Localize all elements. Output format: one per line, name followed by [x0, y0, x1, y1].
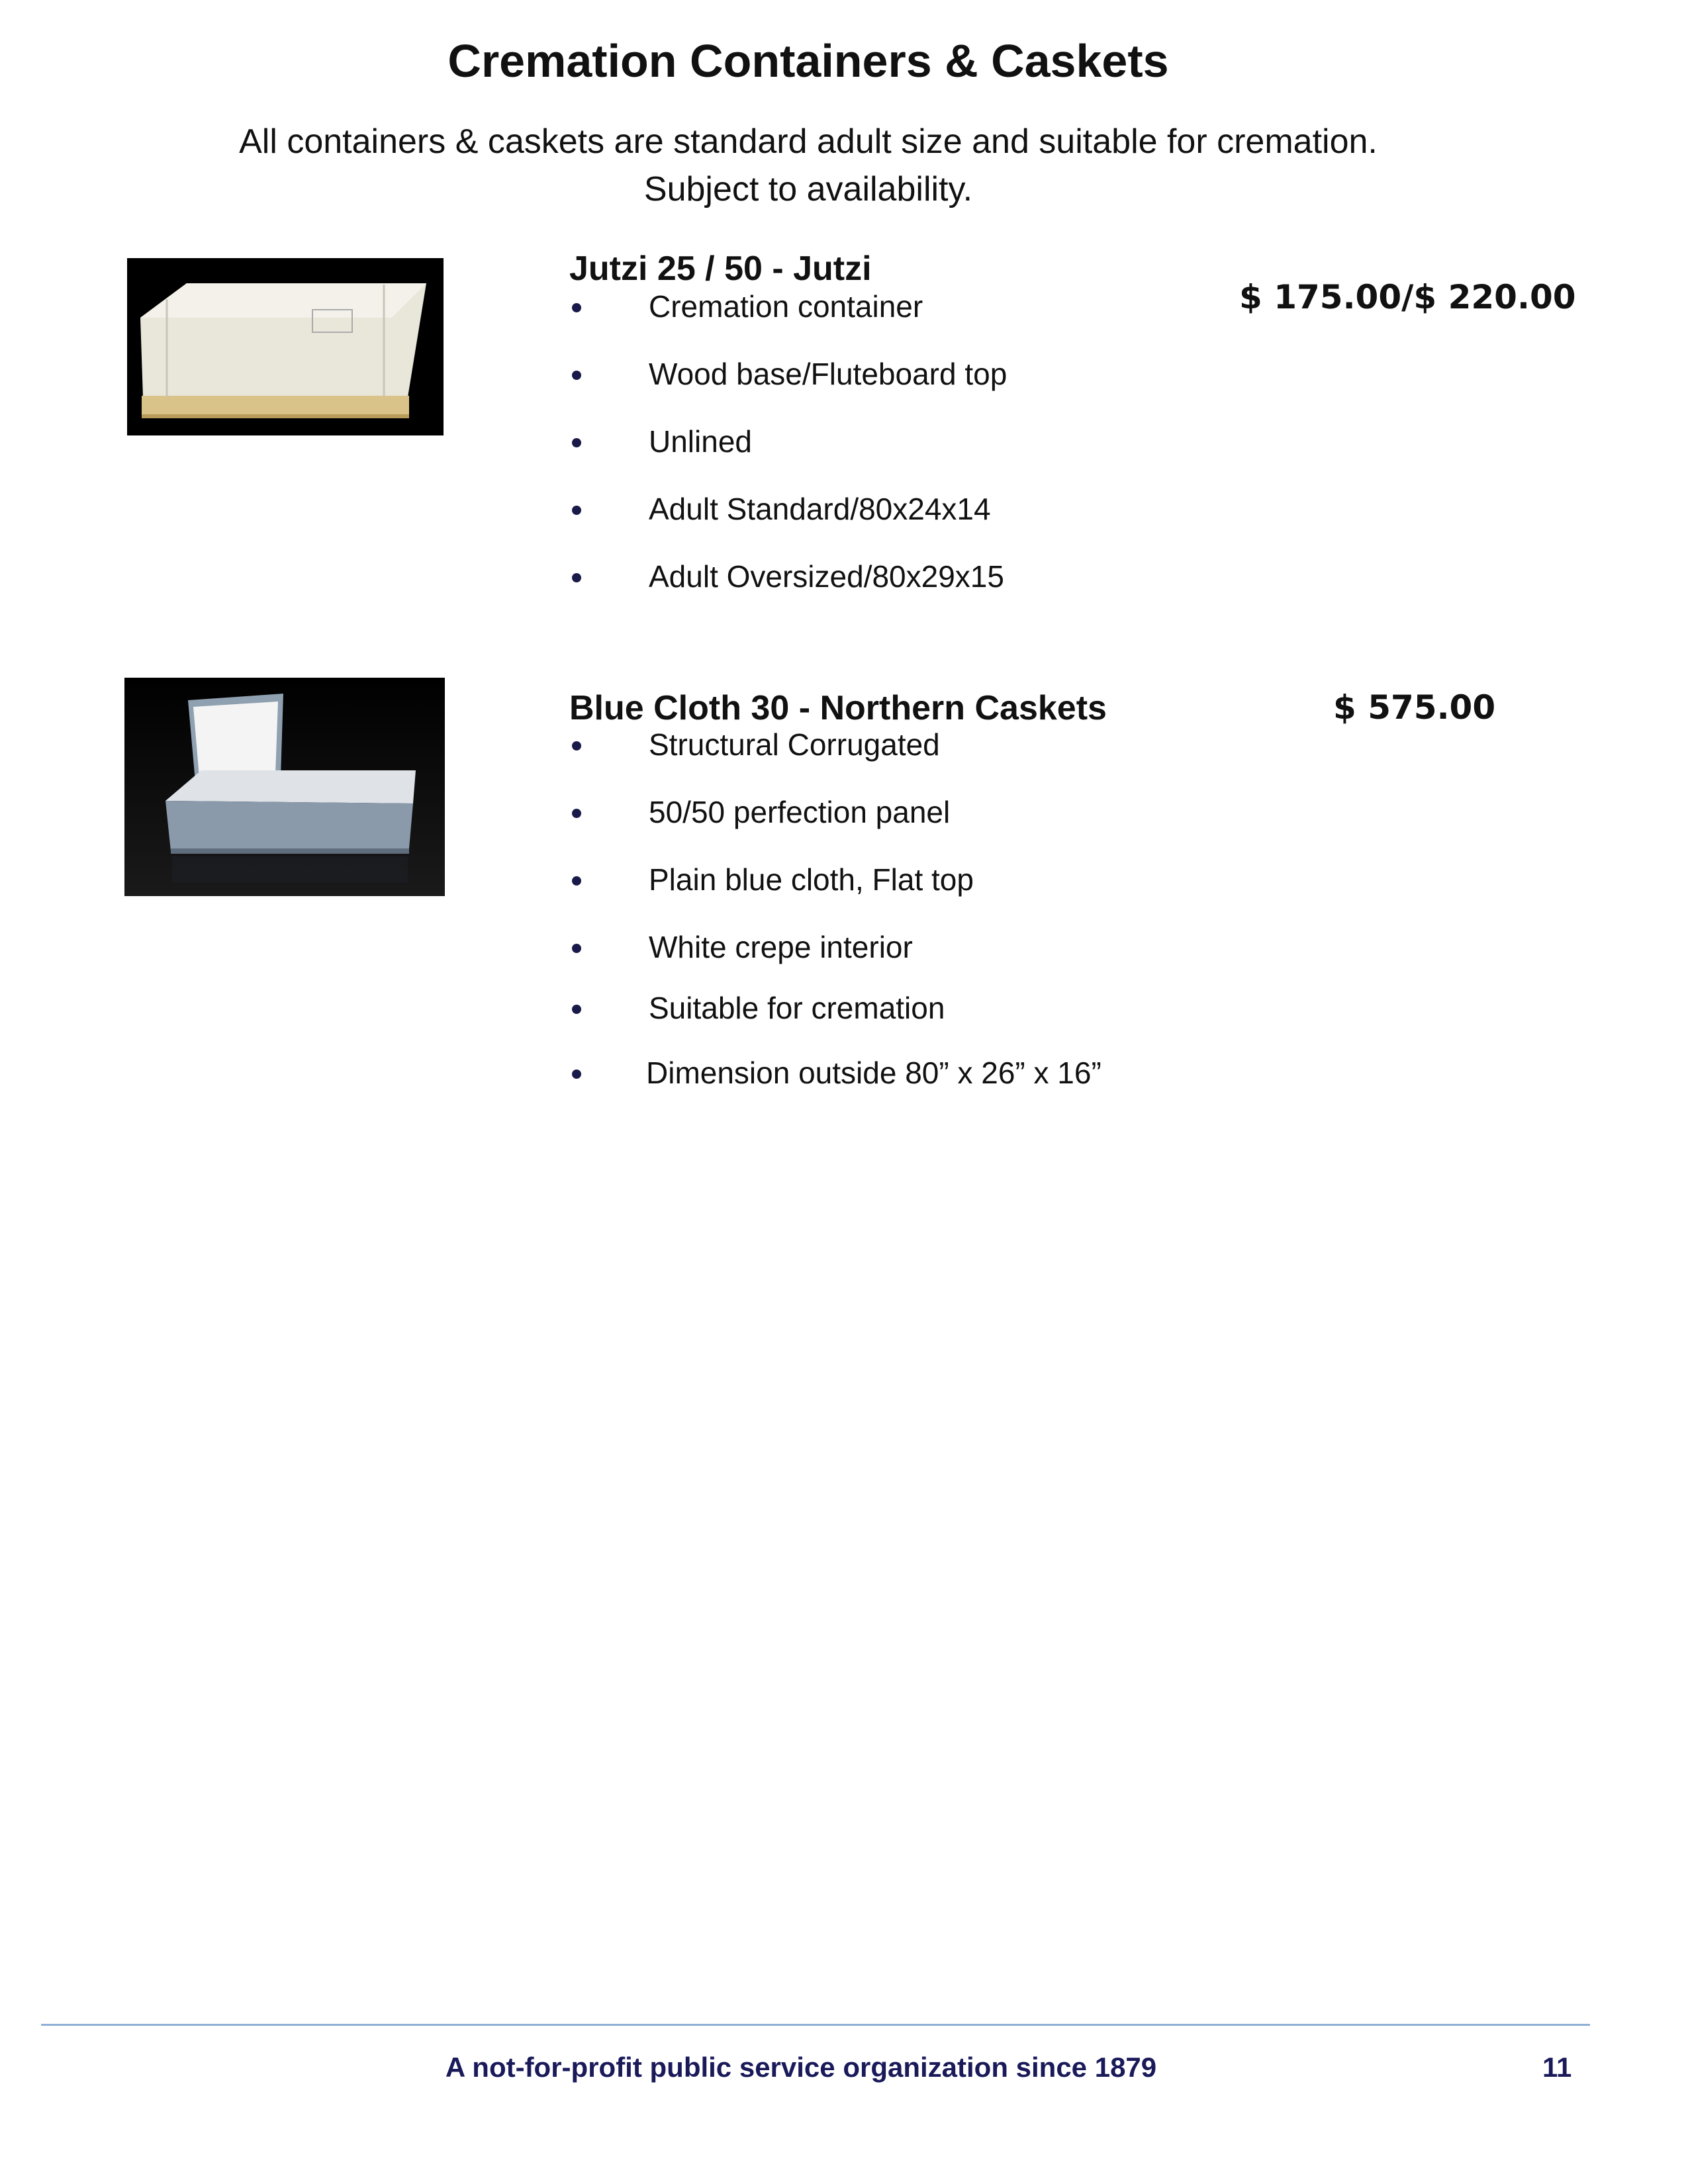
feature-text: Unlined [649, 424, 752, 459]
feature-text: Adult Standard/80x24x14 [649, 492, 991, 526]
feature-text: Adult Oversized/80x29x15 [649, 559, 1004, 594]
product-price: $ 575.00 [1333, 688, 1496, 727]
bullet-icon [572, 809, 581, 818]
feature-text: 50/50 perfection panel [649, 795, 951, 829]
bullet-icon [572, 944, 581, 953]
bullet-icon [572, 371, 581, 380]
page-title: Cremation Containers & Caskets [447, 35, 1169, 87]
bullet-icon [572, 741, 581, 751]
page-subtitle [0, 118, 1617, 213]
feature-text: Dimension outside 80” x 26” x 16” [646, 1056, 1102, 1090]
bullet-icon [572, 573, 581, 582]
blue-cloth-casket-photo [124, 678, 445, 896]
feature-text: Plain blue cloth, Flat top [649, 862, 974, 897]
feature-text: Structural Corrugated [649, 727, 940, 762]
bullet-icon [572, 1005, 581, 1014]
footer-divider [41, 2024, 1590, 2026]
feature-text: White crepe interior [649, 930, 913, 964]
subtitle-line-1: All containers & caskets are standard adult size and suitable for cremation. [239, 122, 1378, 161]
product-price: $ 175.00/$ 220.00 [1239, 278, 1576, 316]
bullet-icon [572, 506, 581, 515]
footer-tagline: A not-for-profit public service organization since 1879 [445, 2052, 1157, 2083]
product-name: Blue Cloth 30 - Northern Caskets [569, 689, 1107, 727]
jutzi-container-photo [127, 258, 444, 435]
page-number: 11 [1542, 2052, 1572, 2083]
feature-text: Wood base/Fluteboard top [649, 357, 1008, 391]
feature-text: Cremation container [649, 289, 923, 324]
product-name: Jutzi 25 / 50 - Jutzi [569, 250, 872, 288]
subtitle-line-2: Subject to availability. [643, 170, 973, 208]
bullet-icon [572, 876, 581, 886]
bullet-icon [572, 438, 581, 447]
feature-text: Suitable for cremation [649, 991, 945, 1025]
bullet-icon [572, 303, 581, 312]
bullet-icon [572, 1069, 581, 1079]
